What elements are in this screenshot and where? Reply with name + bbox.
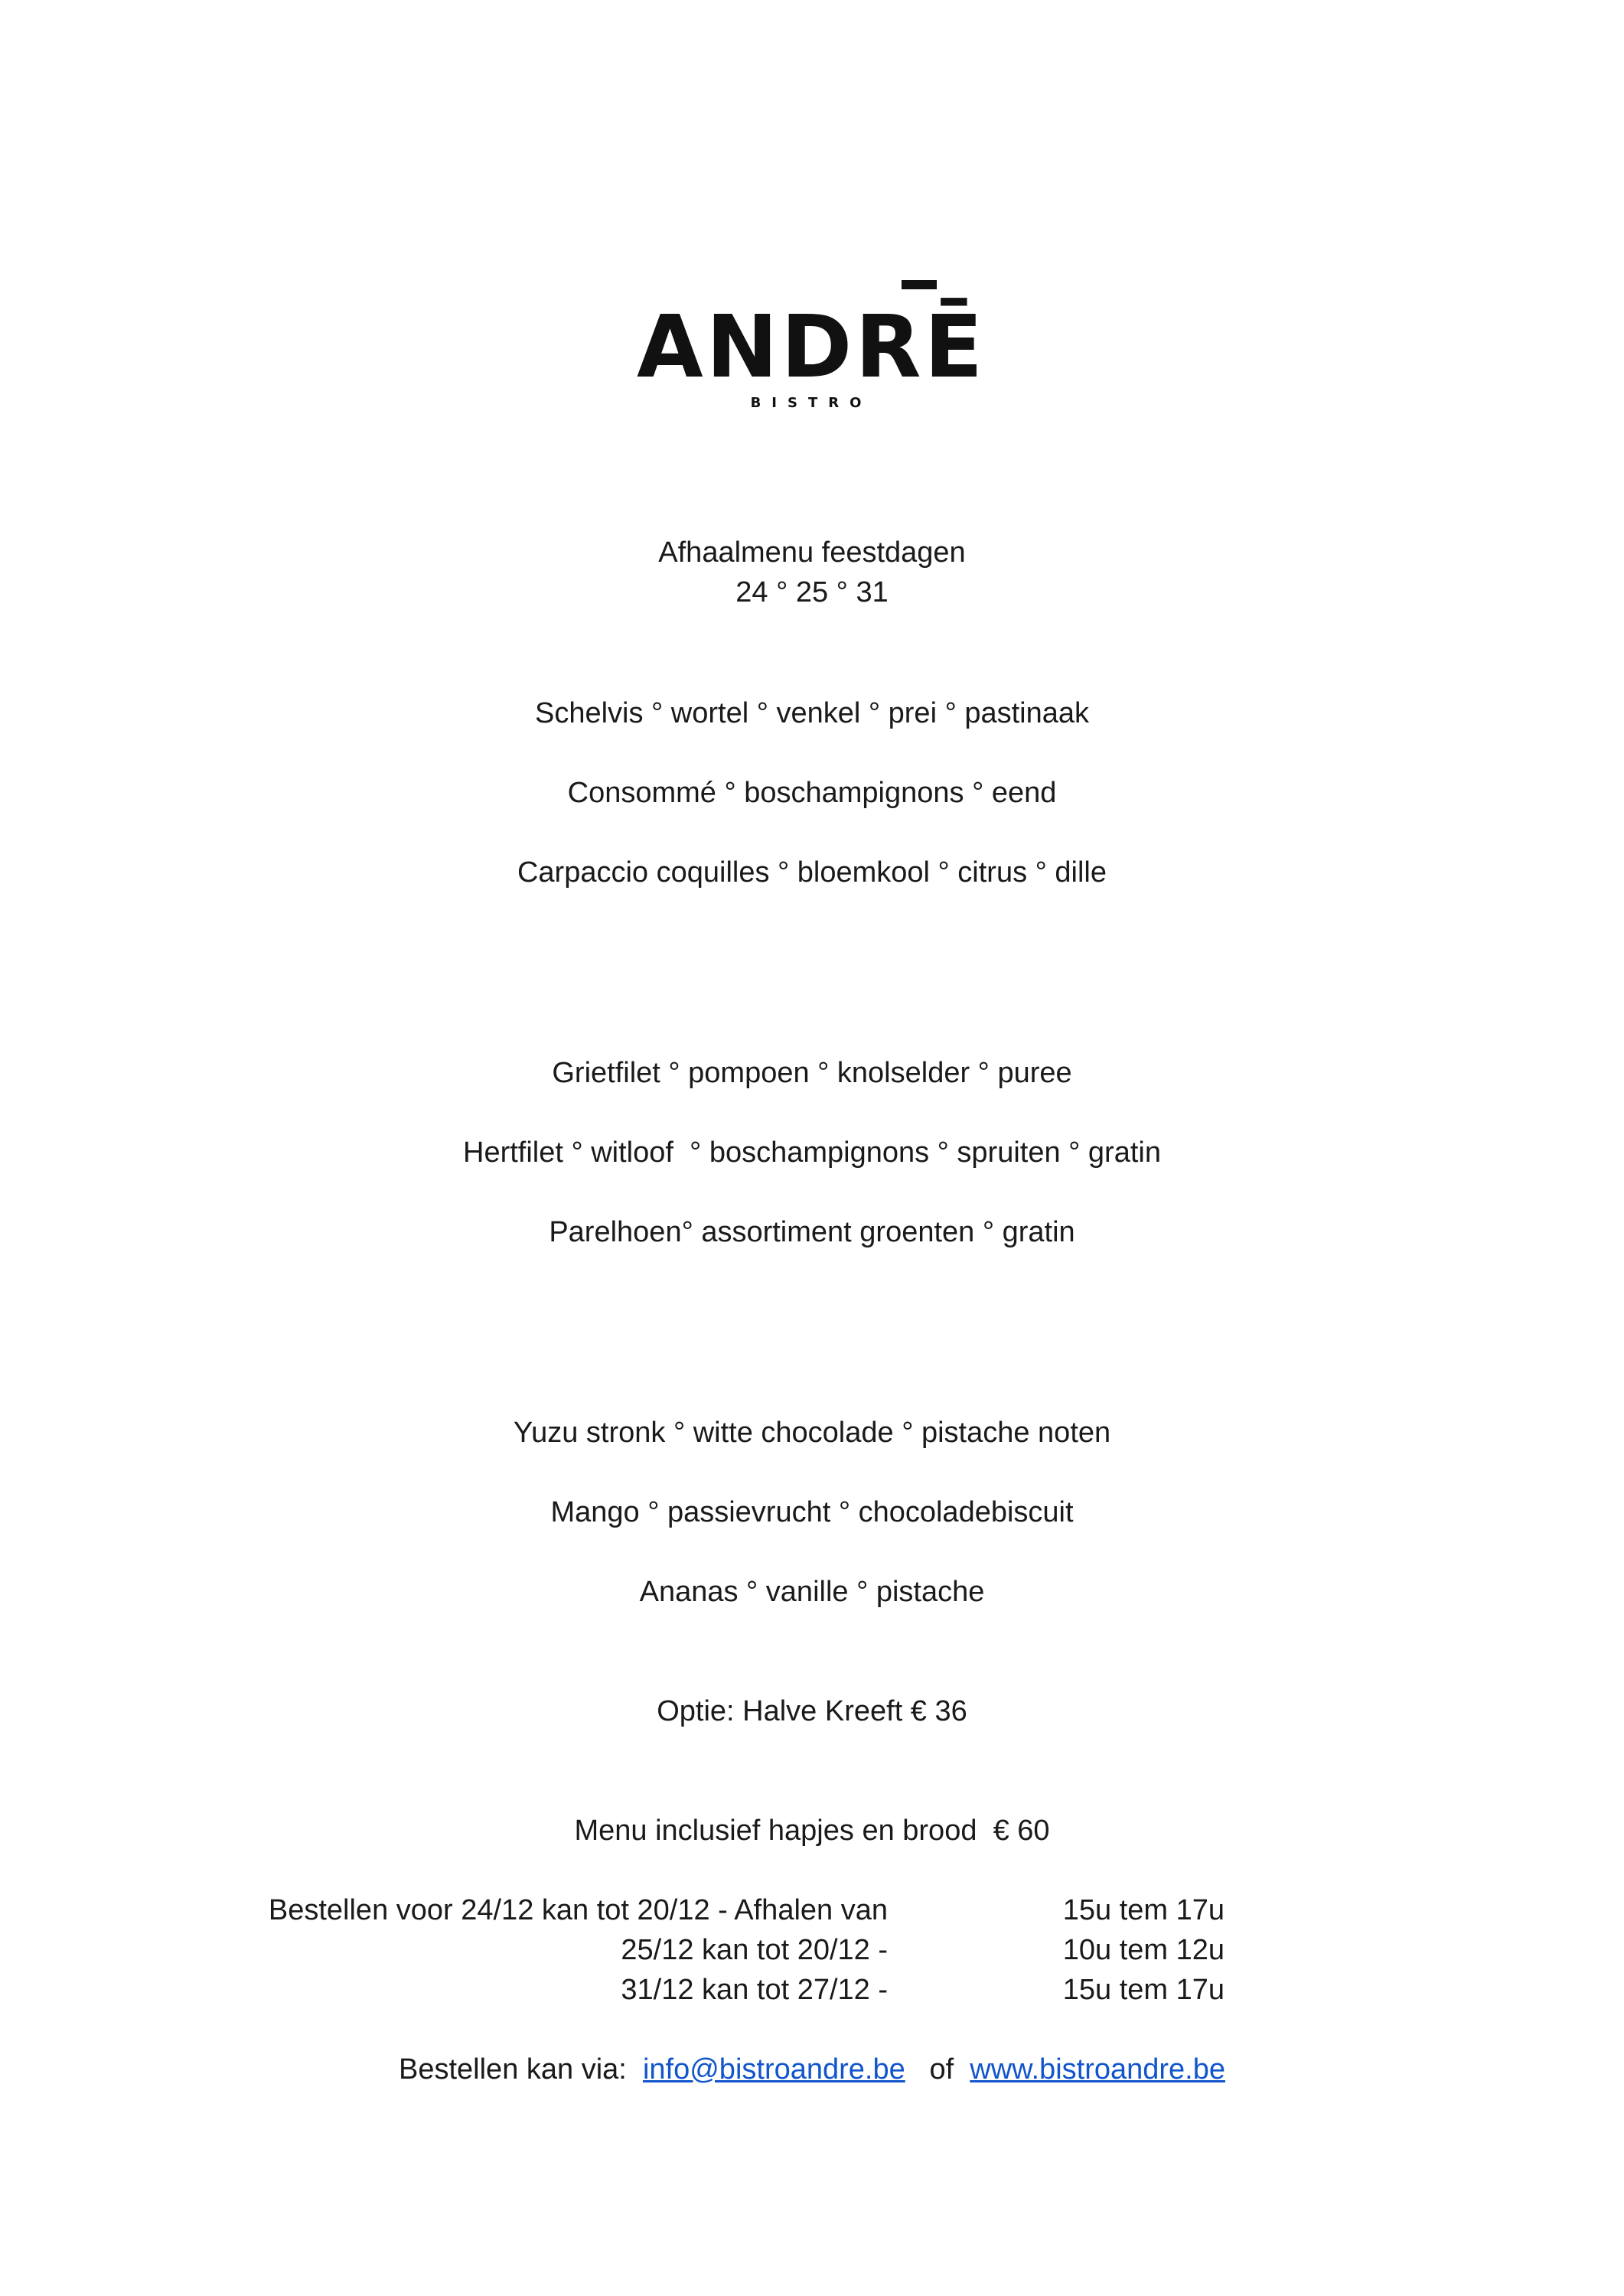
contact-prefix: Bestellen kan via: xyxy=(399,2053,627,2086)
starter-item: Consommé ° boschampignons ° eend xyxy=(567,777,1057,809)
starter-item: Carpaccio coquilles ° bloemkool ° citrus ° dille xyxy=(517,856,1107,889)
website-link[interactable]: www.bistroandre.be xyxy=(970,2053,1225,2086)
andre-bistro-logo xyxy=(636,280,986,411)
price-line: Menu inclusief hapjes en brood € 60 xyxy=(574,1815,1050,1847)
email-link[interactable]: info@bistroandre.be xyxy=(642,2053,905,2086)
logo-subtitle: BISTRO xyxy=(750,395,872,411)
pickup-time: 15u tem 17u xyxy=(1062,1894,1225,1926)
main-item: Grietfilet ° pompoen ° knolselder ° puree xyxy=(552,1057,1072,1089)
dessert-item: Yuzu stronk ° witte chocolade ° pistache noten xyxy=(513,1417,1111,1449)
order-deadline: 31/12 kan tot 27/12 - xyxy=(621,1974,888,2006)
pickup-time: 15u tem 17u xyxy=(1062,1974,1225,2006)
menu-dates: 24 ° 25 ° 31 xyxy=(735,576,889,608)
logo-wordmark: ANDRĒ xyxy=(636,298,986,397)
contact-line xyxy=(0,2050,1624,2089)
order-deadline: Bestellen voor 24/12 kan tot 20/12 - Afhalen van xyxy=(268,1894,888,1926)
main-item: Hertfilet ° witloof ° boschampignons ° spruiten ° gratin xyxy=(463,1137,1161,1169)
menu-title: Afhaalmenu feestdagen xyxy=(658,536,966,569)
contact-separator: of xyxy=(929,2053,954,2086)
pickup-time: 10u tem 12u xyxy=(1062,1934,1225,1966)
main-item: Parelhoen° assortiment groenten ° gratin xyxy=(549,1216,1075,1248)
option-line: Optie: Halve Kreeft € 36 xyxy=(657,1695,967,1727)
dessert-item: Mango ° passievrucht ° chocoladebiscuit xyxy=(550,1496,1074,1528)
dessert-item: Ananas ° vanille ° pistache xyxy=(639,1576,985,1608)
order-deadline: 25/12 kan tot 20/12 - xyxy=(621,1934,888,1966)
logo-macron xyxy=(902,280,937,289)
starter-item: Schelvis ° wortel ° venkel ° prei ° pastinaak xyxy=(535,697,1089,729)
